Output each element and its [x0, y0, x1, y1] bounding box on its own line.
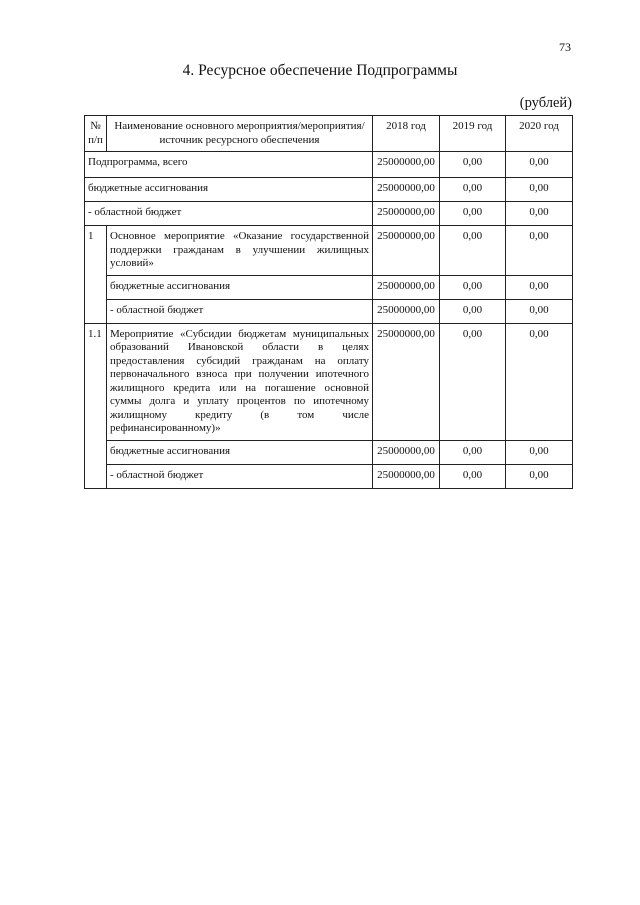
row-label: - областной бюджет	[107, 299, 373, 323]
cell-2019: 0,00	[440, 178, 506, 202]
cell-2019: 0,00	[440, 152, 506, 178]
cell-2020: 0,00	[506, 178, 573, 202]
cell-2019: 0,00	[440, 323, 506, 440]
cell-2018: 25000000,00	[373, 275, 440, 299]
cell-2019: 0,00	[440, 464, 506, 488]
cell-2020: 0,00	[506, 323, 573, 440]
cell-2019: 0,00	[440, 275, 506, 299]
row-label: бюджетные ассигнования	[85, 178, 373, 202]
cell-2020: 0,00	[506, 440, 573, 464]
item-number: 1.1	[85, 323, 107, 488]
table-row-item-1-1-regional	[85, 464, 573, 488]
table-row-item-1-regional	[85, 299, 573, 323]
table-row-item-1-1-budget	[85, 440, 573, 464]
header-2019: 2019 год	[440, 116, 506, 152]
cell-2020: 0,00	[506, 226, 573, 276]
cell-2018: 25000000,00	[373, 440, 440, 464]
header-2018: 2018 год	[373, 116, 440, 152]
cell-2018: 25000000,00	[373, 323, 440, 440]
page-number: 73	[559, 40, 571, 54]
table-header-row	[85, 116, 573, 152]
row-label: - областной бюджет	[107, 464, 373, 488]
table-row-item-1-1	[85, 323, 573, 440]
cell-2020: 0,00	[506, 202, 573, 226]
header-2020: 2020 год	[506, 116, 573, 152]
row-label: - областной бюджет	[85, 202, 373, 226]
table-row-item-1	[85, 226, 573, 276]
cell-2018: 25000000,00	[373, 226, 440, 276]
cell-2019: 0,00	[440, 440, 506, 464]
table-row-regional	[85, 202, 573, 226]
row-label: бюджетные ассигнования	[107, 440, 373, 464]
row-label: бюджетные ассигнования	[107, 275, 373, 299]
units-label: (рублей)	[519, 95, 572, 111]
cell-2018: 25000000,00	[373, 178, 440, 202]
row-label: Подпрограмма, всего	[85, 152, 373, 178]
cell-2019: 0,00	[440, 226, 506, 276]
cell-2019: 0,00	[440, 299, 506, 323]
cell-2020: 0,00	[506, 299, 573, 323]
cell-2018: 25000000,00	[373, 152, 440, 178]
cell-2019: 0,00	[440, 202, 506, 226]
cell-2020: 0,00	[506, 464, 573, 488]
item-name: Основное мероприятие «Оказание государственной поддержки гражданам в улучшении жилищных условий»	[107, 226, 373, 276]
cell-2020: 0,00	[506, 152, 573, 178]
cell-2020: 0,00	[506, 275, 573, 299]
header-name: Наименование основного мероприятия/мероприятия/источник ресурсного обеспечения	[107, 116, 373, 152]
cell-2018: 25000000,00	[373, 464, 440, 488]
item-name: Мероприятие «Субсидии бюджетам муниципальных образований Ивановской области в целях предоставления субсидий гражданам на оплату первоначального взноса при получении ипотечного жилищного кредита или на погашение основной суммы долга и уплату процентов по ипотечному жилищному кредиту (в том числе рефинансированному)»	[107, 323, 373, 440]
table-row-total	[85, 152, 573, 178]
resource-table	[84, 115, 573, 489]
item-number: 1	[85, 226, 107, 324]
table-row-budget	[85, 178, 573, 202]
table-row-item-1-budget	[85, 275, 573, 299]
header-num: № п/п	[85, 116, 107, 152]
page-title: 4. Ресурсное обеспечение Подпрограммы	[182, 62, 458, 79]
cell-2018: 25000000,00	[373, 202, 440, 226]
cell-2018: 25000000,00	[373, 299, 440, 323]
